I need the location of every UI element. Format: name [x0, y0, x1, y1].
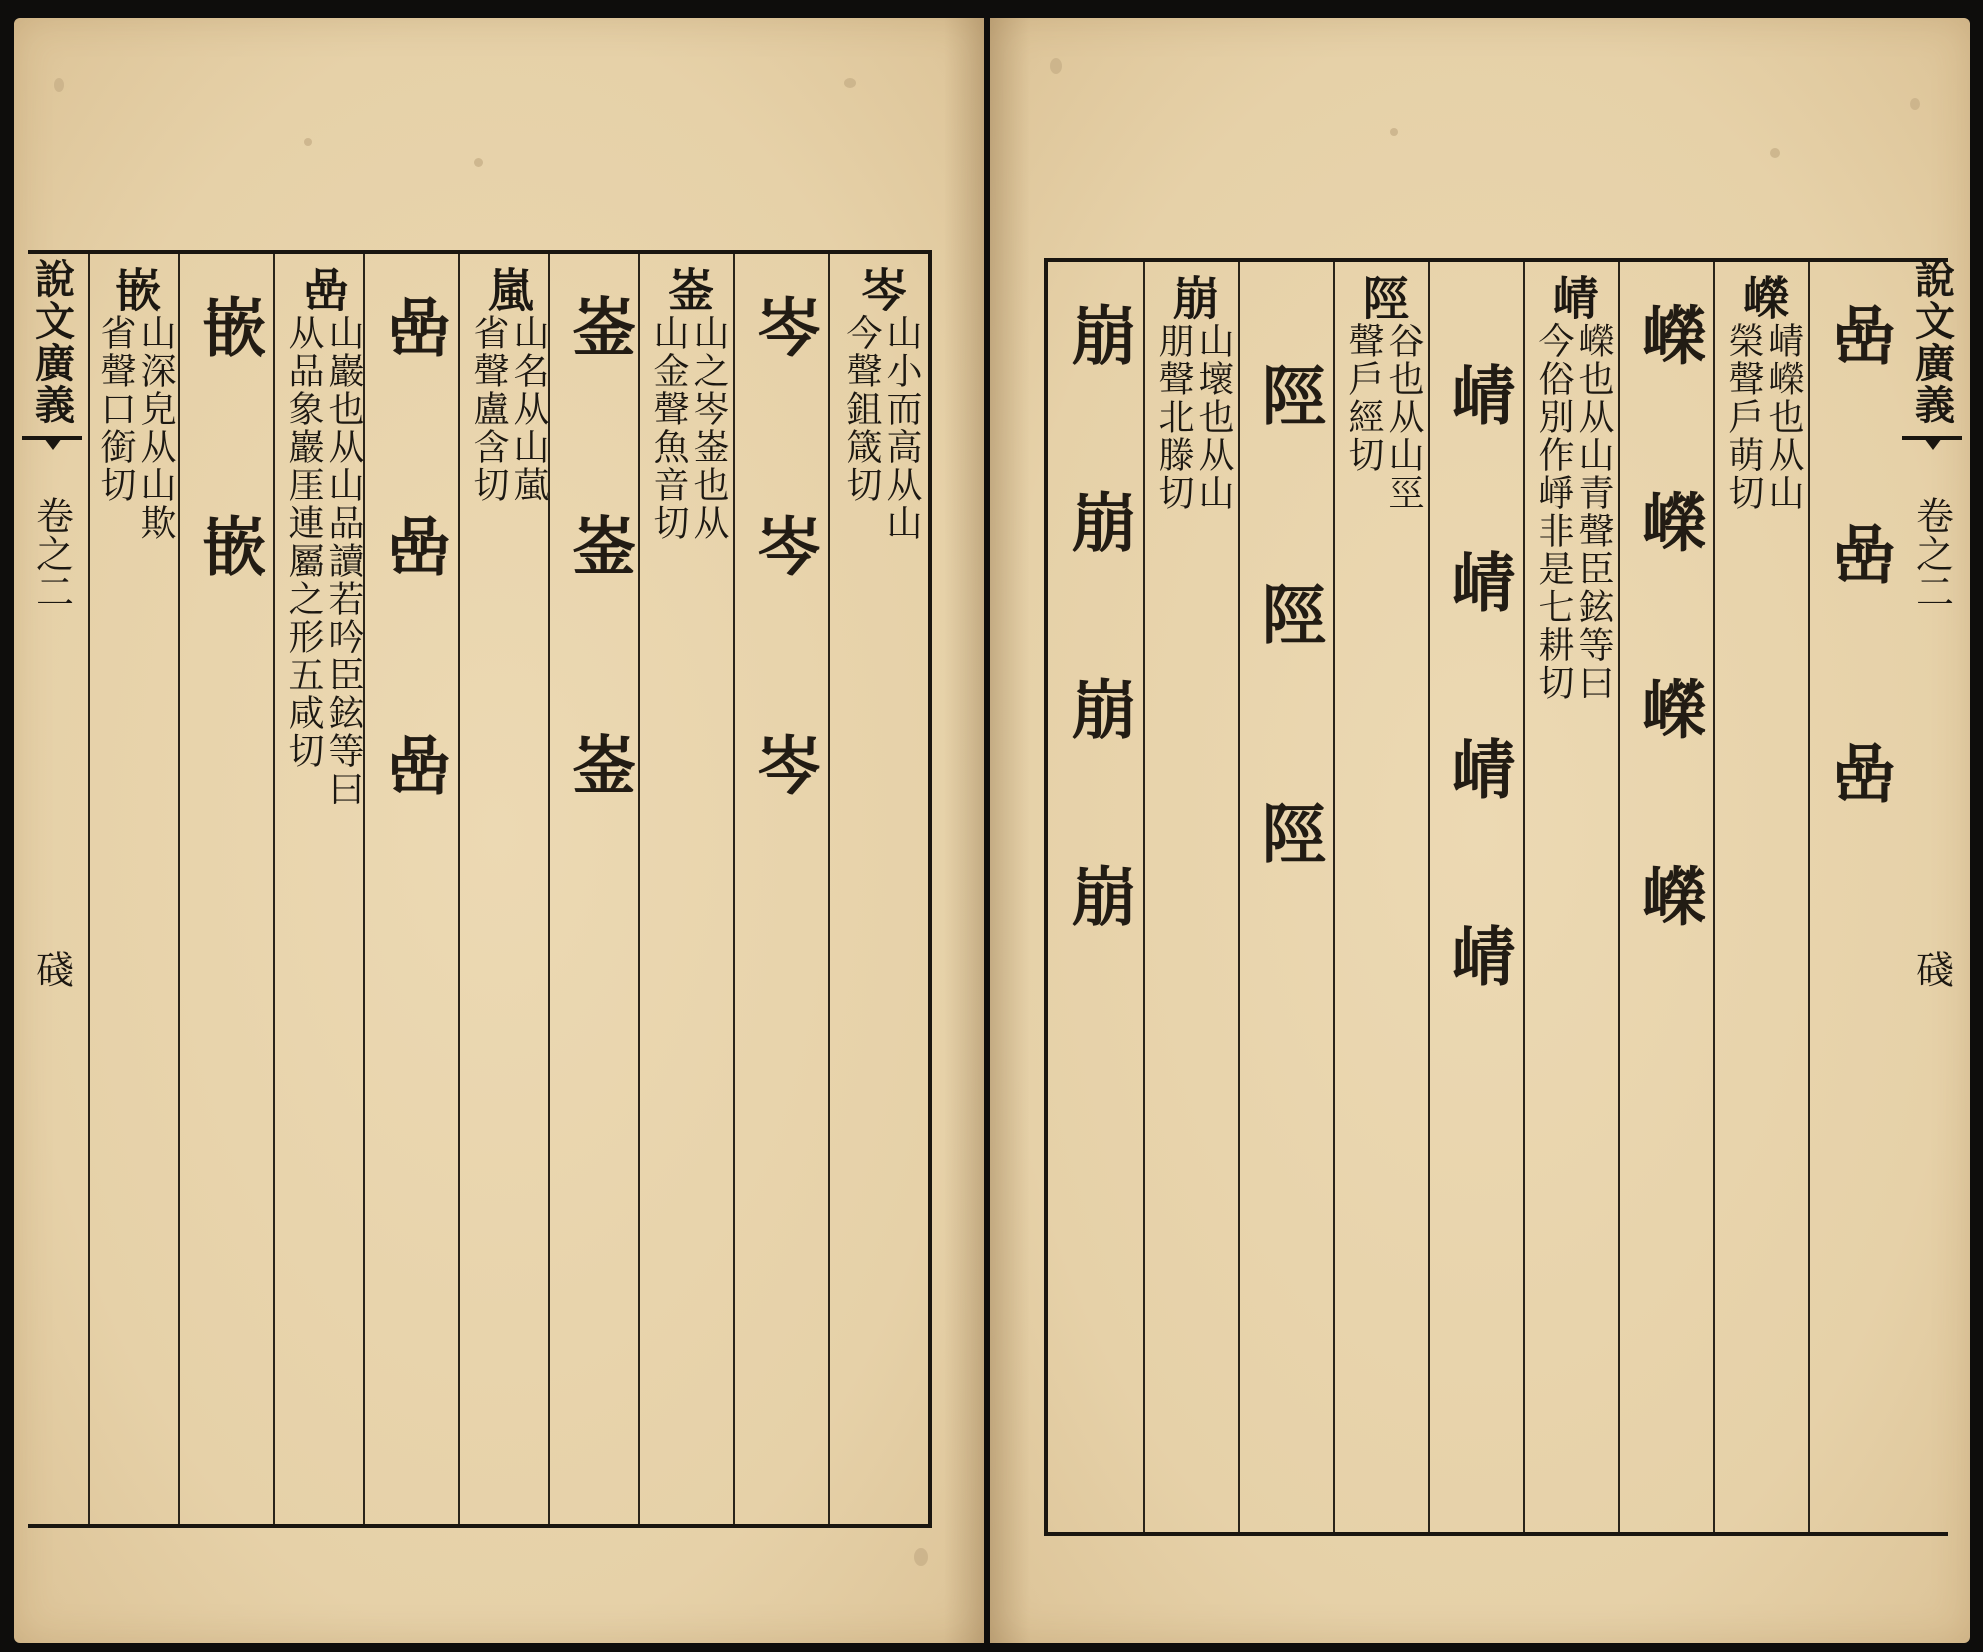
column-rule: [1428, 262, 1430, 1532]
seal-column: [370, 294, 456, 836]
text-frame: [28, 250, 932, 1528]
gloss-right: 山小而高从山: [881, 314, 922, 542]
entry-column: [1338, 274, 1428, 512]
page-number: 碊: [29, 950, 74, 988]
gloss-left: 从品象巖厓連屬之形五咸切: [283, 314, 324, 770]
gloss-left: 省聲盧含切: [468, 314, 509, 504]
headword: 崩: [1166, 274, 1220, 322]
book-title: 說文廣義: [1908, 258, 1956, 426]
worm-hole: [844, 78, 856, 88]
page-number: 碊: [1909, 950, 1954, 988]
worm-hole: [474, 158, 483, 167]
worm-hole: [914, 1548, 928, 1566]
gutter-shadow: [944, 18, 984, 1643]
entry-column: [280, 266, 366, 808]
headword: 嵌: [108, 266, 162, 314]
gloss-left: 今俗別作崢非是七耕切: [1533, 322, 1574, 702]
column-rule: [1808, 262, 1810, 1532]
gloss-left: 省聲口銜切: [95, 314, 136, 504]
column-rule: [828, 254, 830, 1524]
worm-hole: [1390, 128, 1398, 136]
column-rule: [458, 254, 460, 1524]
seal-column: [185, 294, 271, 617]
seal-forms: 岑 岑 岑: [746, 294, 821, 836]
column-rule: [733, 254, 735, 1524]
gloss-right: 嶸也从山青聲臣鉉等曰: [1573, 322, 1614, 702]
margin-edge: [1902, 258, 1962, 988]
worm-hole: [304, 138, 312, 146]
seal-forms: 嵌 嵌: [191, 294, 266, 617]
headword: 崟: [661, 266, 715, 314]
left-page: [14, 18, 984, 1643]
entry-column: [1718, 274, 1808, 512]
gloss-right: 山名从山葻: [508, 314, 549, 504]
worm-hole: [54, 78, 64, 92]
gloss-left: 今聲鉏箴切: [841, 314, 882, 504]
gloss-right: 山深皃从山欺: [135, 314, 176, 542]
seal-column: [1623, 302, 1713, 951]
gloss-right: 山之岑崟也从: [688, 314, 729, 542]
column-rule: [1713, 262, 1715, 1532]
right-page: [990, 18, 1970, 1643]
worm-hole: [1770, 148, 1780, 158]
gloss-right: 谷也从山巠: [1383, 322, 1424, 512]
text-frame: [1044, 258, 1948, 1536]
entry-column: [92, 266, 178, 542]
headword: 陘: [1356, 274, 1410, 322]
column-rule: [88, 254, 90, 1524]
gloss-right: 山巖也从山品讀若吟臣鉉等曰: [323, 314, 364, 808]
headword: 崝: [1546, 274, 1600, 322]
seal-column: [1433, 362, 1523, 1011]
seal-forms: 嵒 嵒 嵒: [376, 294, 451, 836]
seal-column: [1053, 302, 1143, 951]
seal-forms: 崝 崝 崝 崝: [1441, 362, 1516, 1011]
column-rule: [1523, 262, 1525, 1532]
seal-column: [1243, 362, 1333, 904]
column-rule: [178, 254, 180, 1524]
seal-forms: 崟 崟 崟: [561, 294, 636, 836]
fish-tail-mark: [1902, 436, 1962, 466]
seal-forms: 崩 崩 崩 崩: [1061, 302, 1136, 951]
column-rule: [1618, 262, 1620, 1532]
headword: 嵐: [481, 266, 535, 314]
gloss-left: 朋聲北滕切: [1153, 322, 1194, 512]
headword: 嵒: [296, 266, 350, 314]
entry-column: [1528, 274, 1618, 702]
column-rule: [273, 254, 275, 1524]
seal-forms: 嵒 嵒 嵒: [1821, 302, 1896, 844]
gloss-left: 榮聲戶萌切: [1723, 322, 1764, 512]
gloss-right: 崝嶸也从山: [1763, 322, 1804, 512]
worm-hole: [1050, 58, 1062, 74]
column-rule: [1238, 262, 1240, 1532]
book-title: 說文廣義: [28, 258, 76, 426]
seal-forms: 嶸 嶸 嶸 嶸: [1631, 302, 1706, 951]
entry-column: [465, 266, 551, 504]
gutter-shadow: [990, 18, 1030, 1643]
seal-column: [555, 294, 641, 836]
column-rule: [1143, 262, 1145, 1532]
gloss-left: 聲戶經切: [1343, 322, 1384, 474]
seal-forms: 陘 陘 陘: [1251, 362, 1326, 904]
gloss-left: 山金聲魚音切: [648, 314, 689, 542]
volume-number: 卷之二: [1909, 496, 1954, 610]
volume-number: 卷之二: [29, 496, 74, 610]
seal-column: [740, 294, 826, 836]
column-rule: [1333, 262, 1335, 1532]
entry-column: [838, 266, 924, 542]
headword: 岑: [854, 266, 908, 314]
entry-column: [645, 266, 731, 542]
worm-hole: [1910, 98, 1920, 110]
headword: 嶸: [1736, 274, 1790, 322]
gloss-right: 山壞也从山: [1193, 322, 1234, 512]
entry-column: [1148, 274, 1238, 512]
seal-column: [1813, 302, 1903, 844]
